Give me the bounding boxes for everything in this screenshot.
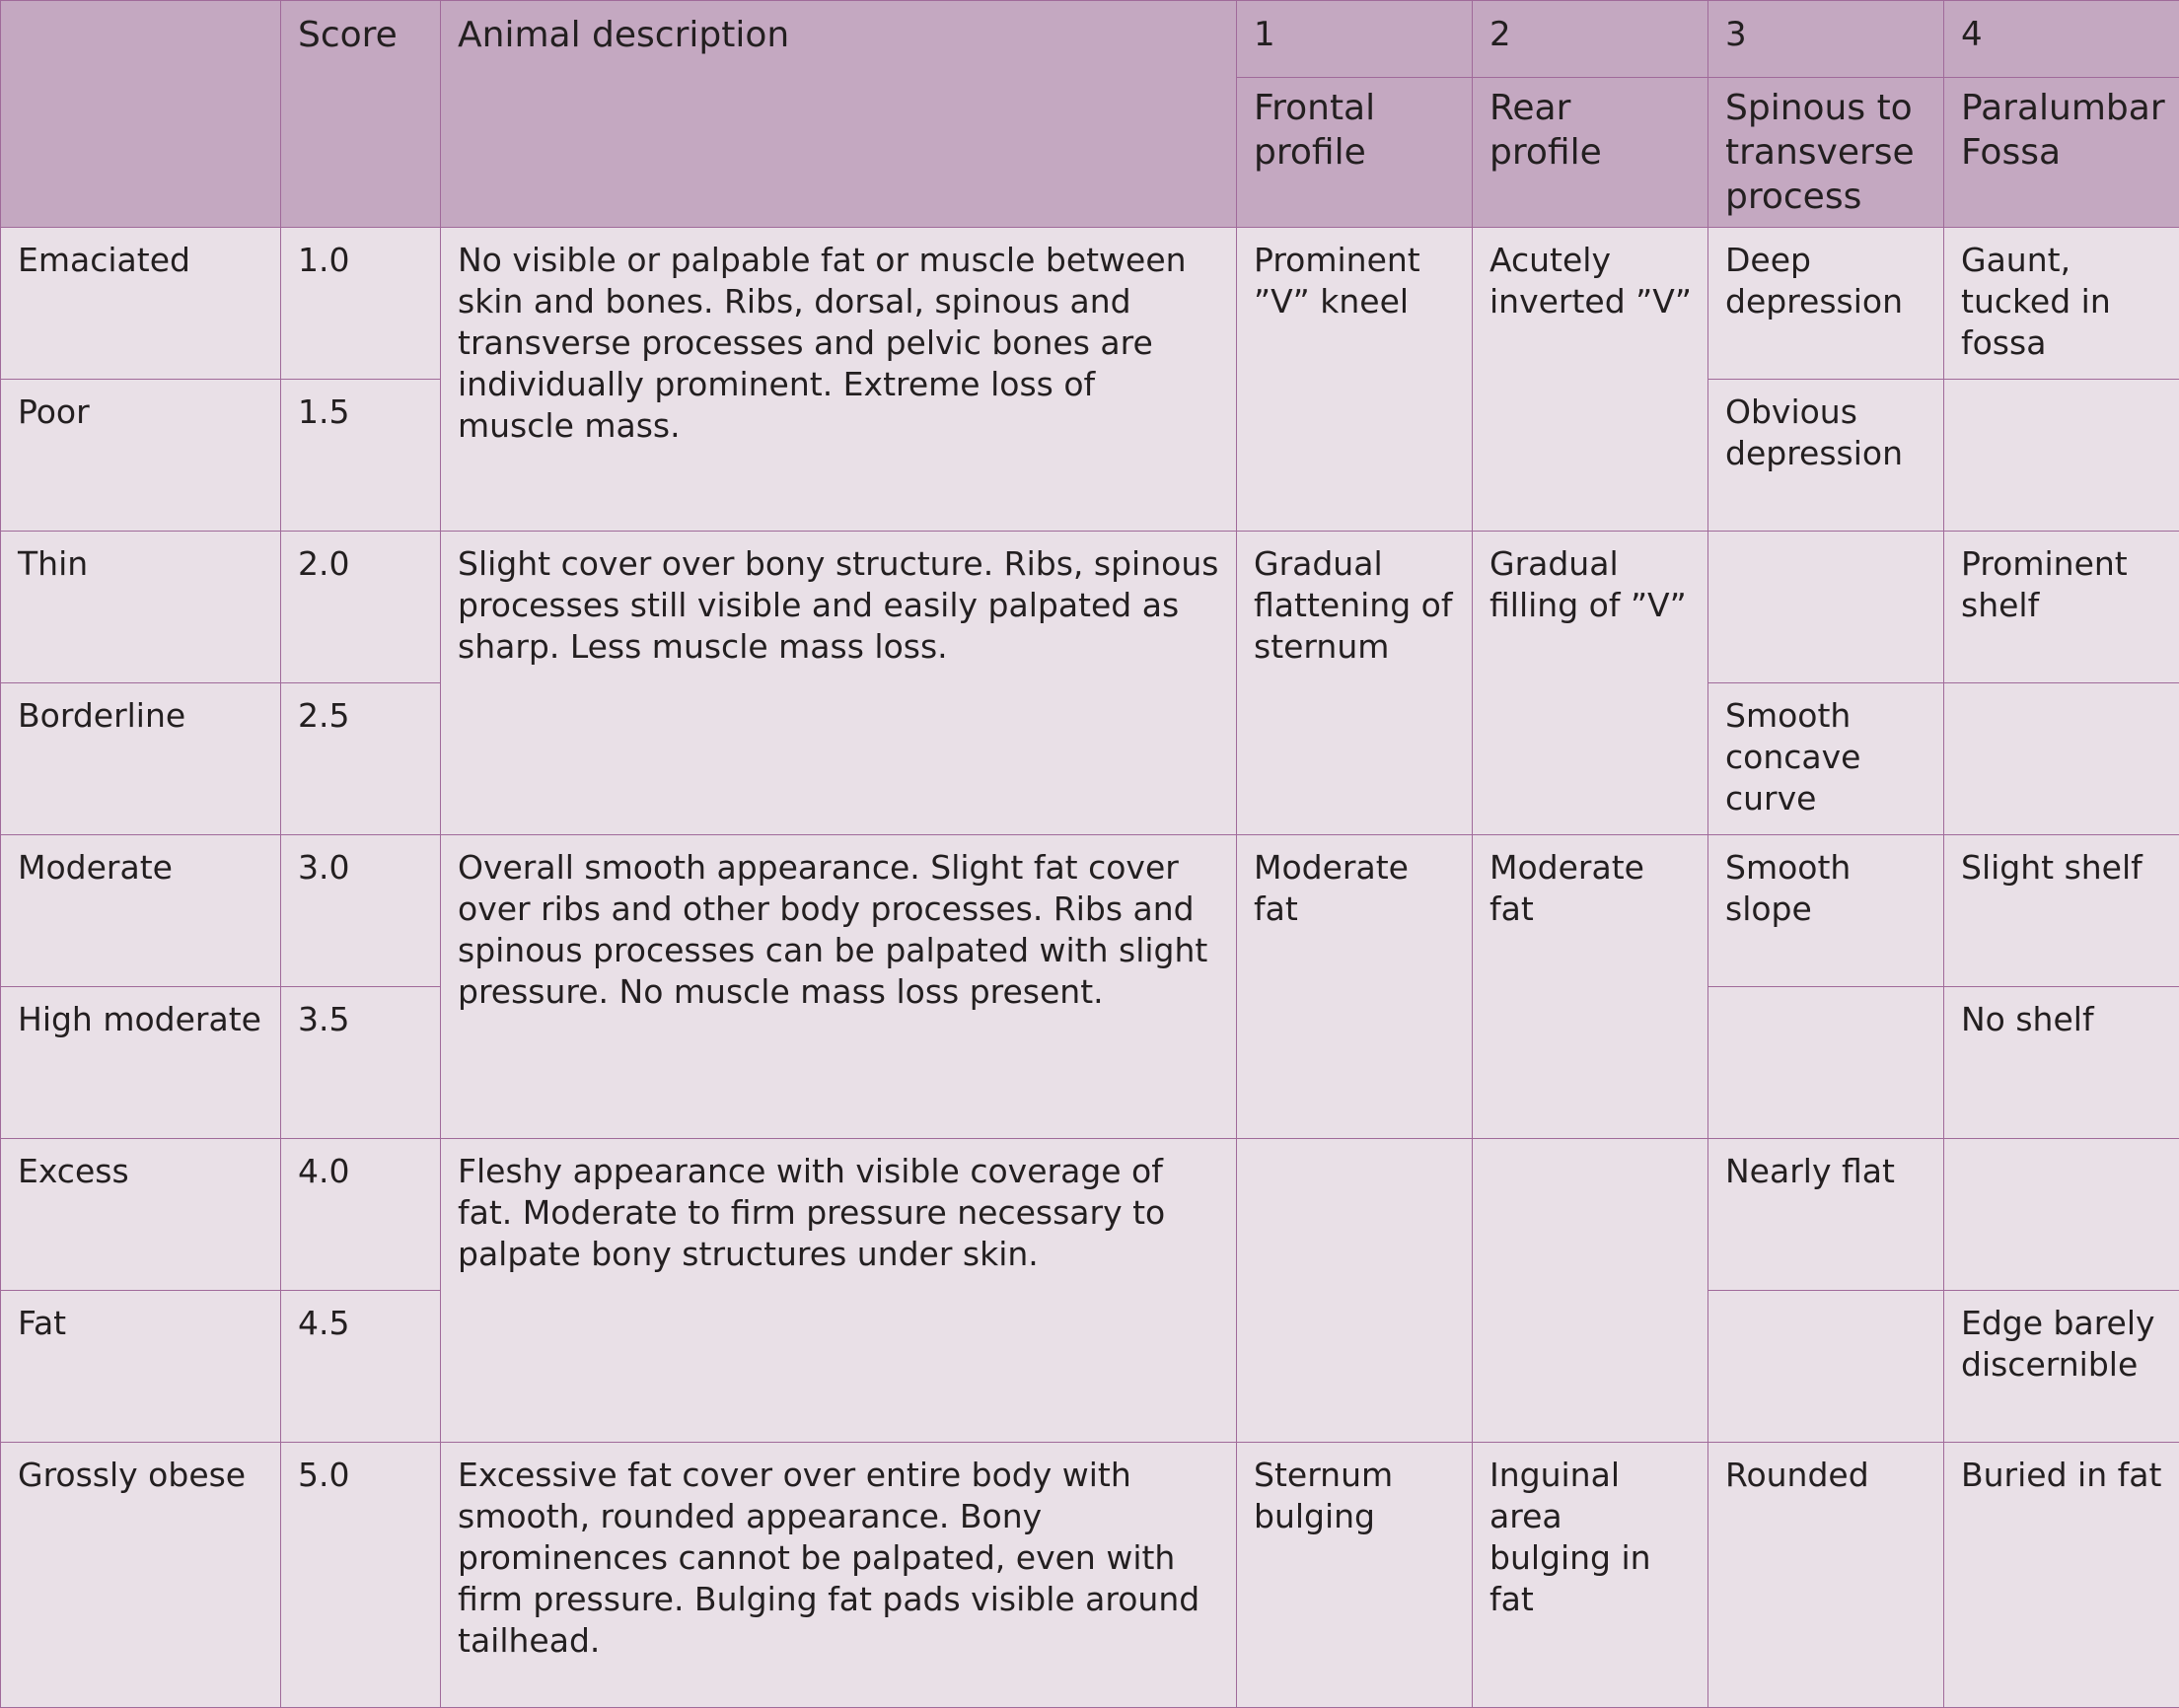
spinous-cell: Nearly flat [1708,1139,1944,1291]
header-score: Score [281,1,441,228]
header-animal-description: Animal description [441,1,1237,228]
header-column-number-3: 3 [1708,1,1944,78]
spinous-cell: Rounded [1708,1443,1944,1708]
condition-cell: Emaciated [1,228,281,380]
score-cell: 3.0 [281,835,441,987]
description-cell: Excessive fat cover over entire body with smooth, rounded appearance. Bony prominences cannot be palpated, even with firm pressure. Bulging fat pads visible around tailhead. [441,1443,1237,1708]
header-column-number-4: 4 [1944,1,2179,78]
rear-profile-cell: Moderate fat [1473,835,1708,1139]
table-row [1,532,2179,683]
condition-cell: Poor [1,380,281,532]
paralumbar-cell: Slight shelf [1944,835,2179,987]
condition-cell: Thin [1,532,281,683]
header-rear-profile: Rear profile [1473,78,1708,228]
condition-cell: Borderline [1,683,281,835]
rear-profile-cell: Gradual filling of ”V” [1473,532,1708,835]
score-cell: 4.5 [281,1291,441,1443]
paralumbar-cell [1944,380,2179,532]
frontal-profile-cell: Sternum bulging [1237,1443,1473,1708]
header-column-number-2: 2 [1473,1,1708,78]
paralumbar-cell: Edge barely discernible [1944,1291,2179,1443]
condition-cell: High moderate [1,987,281,1139]
table-row [1,1443,2179,1708]
description-cell: No visible or palpable fat or muscle between skin and bones. Ribs, dorsal, spinous and transverse processes and pelvic bones are individually prominent. Extreme loss of muscle mass. [441,228,1237,532]
rear-profile-cell: Inguinal area bulging in fat [1473,1443,1708,1708]
frontal-profile-cell: Gradual flattening of sternum [1237,532,1473,835]
header-paralumbar-fossa: Paralumbar Fossa [1944,78,2179,228]
table-row [1,835,2179,987]
table-row [1,228,2179,380]
description-cell: Overall smooth appearance. Slight fat cover over ribs and other body processes. Ribs and spinous processes can be palpated with slight pressure. No muscle mass loss present. [441,835,1237,1139]
spinous-cell [1708,1291,1944,1443]
score-cell: 5.0 [281,1443,441,1708]
paralumbar-cell: Prominent shelf [1944,532,2179,683]
score-cell: 4.0 [281,1139,441,1291]
condition-cell: Moderate [1,835,281,987]
condition-cell: Excess [1,1139,281,1291]
frontal-profile-cell [1237,1139,1473,1443]
header-frontal-profile: Frontal profile [1237,78,1473,228]
paralumbar-cell [1944,683,2179,835]
paralumbar-cell: Buried in fat [1944,1443,2179,1708]
score-cell: 1.5 [281,380,441,532]
spinous-cell: Obvious depression [1708,380,1944,532]
score-cell: 2.5 [281,683,441,835]
condition-cell: Fat [1,1291,281,1443]
description-cell: Slight cover over bony structure. Ribs, spinous processes still visible and easily palpated as sharp. Less muscle mass loss. [441,532,1237,835]
score-cell: 1.0 [281,228,441,380]
header-spinous-to-transverse-process: Spinous to transverse process [1708,78,1944,228]
spinous-cell: Smooth concave curve [1708,683,1944,835]
frontal-profile-cell: Moderate fat [1237,835,1473,1139]
paralumbar-cell: Gaunt, tucked in fossa [1944,228,2179,380]
header-column-number-1: 1 [1237,1,1473,78]
paralumbar-cell [1944,1139,2179,1291]
spinous-cell [1708,532,1944,683]
rear-profile-cell: Acutely inverted ”V” [1473,228,1708,532]
header-blank-cell [1,1,281,228]
rear-profile-cell [1473,1139,1708,1443]
frontal-profile-cell: Prominent ”V” kneel [1237,228,1473,532]
paralumbar-cell: No shelf [1944,987,2179,1139]
condition-cell: Grossly obese [1,1443,281,1708]
table-row [1,1139,2179,1291]
spinous-cell: Smooth slope [1708,835,1944,987]
spinous-cell [1708,987,1944,1139]
description-cell: Fleshy appearance with visible coverage of fat. Moderate to firm pressure necessary to palpate bony structures under skin. [441,1139,1237,1443]
spinous-cell: Deep depression [1708,228,1944,380]
score-cell: 2.0 [281,532,441,683]
score-cell: 3.5 [281,987,441,1139]
